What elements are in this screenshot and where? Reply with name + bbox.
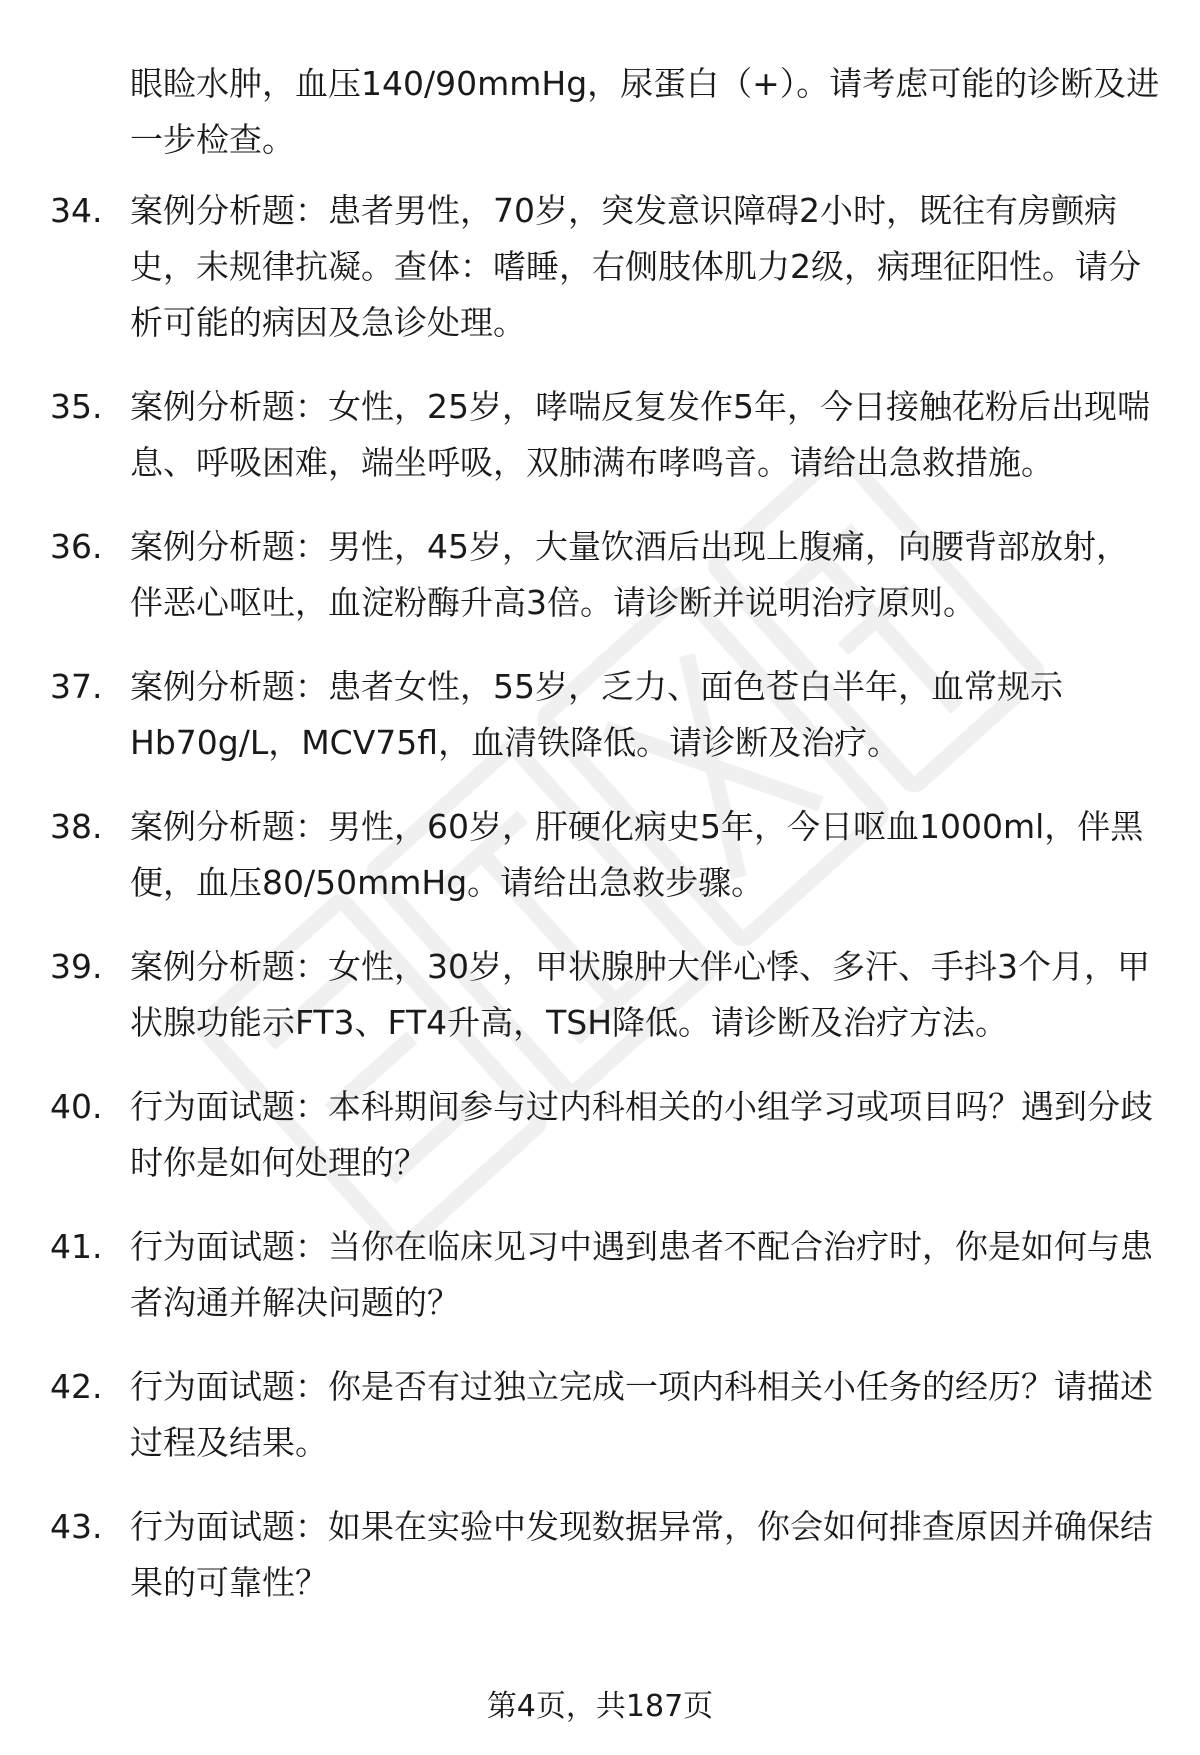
question-text: 行为面试题：当你在临床见习中遇到患者不配合治疗时，你是如何与患者沟通并解决问题的？ xyxy=(130,1227,1153,1322)
question-number: 41. xyxy=(50,1227,103,1266)
question-item xyxy=(50,659,1160,771)
question-item xyxy=(50,1079,1160,1191)
question-item xyxy=(50,1359,1160,1471)
question-list xyxy=(50,183,1160,1639)
question-item xyxy=(50,1499,1160,1611)
question-item xyxy=(50,1219,1160,1331)
question-text: 案例分析题：患者女性，55岁，乏力、面色苍白半年，血常规示Hb70g/L，MCV75fl，血清铁降低。请诊断及治疗。 xyxy=(130,667,1063,762)
question-number: 39. xyxy=(50,947,103,986)
question-number: 40. xyxy=(50,1087,103,1126)
question-number: 36. xyxy=(50,527,103,566)
question-text: 案例分析题：男性，45岁，大量饮酒后出现上腹痛，向腰背部放射，伴恶心呕吐，血淀粉酶升高3倍。请诊断并说明治疗原则。 xyxy=(130,527,1129,622)
question-item xyxy=(50,799,1160,911)
question-text: 案例分析题：女性，25岁，哮喘反复发作5年，今日接触花粉后出现喘息、呼吸困难，端坐呼吸，双肺满布哮鸣音。请给出急救措施。 xyxy=(130,387,1150,482)
page-footer: 第4页，共187页 xyxy=(486,1689,714,1724)
question-item xyxy=(50,519,1160,631)
question-item xyxy=(50,183,1160,351)
question-item xyxy=(50,939,1160,1051)
question-number: 38. xyxy=(50,807,103,846)
question-text: 行为面试题：你是否有过独立完成一项内科相关小任务的经历？请描述过程及结果。 xyxy=(130,1367,1153,1462)
question-number: 35. xyxy=(50,387,103,426)
question-text: 案例分析题：患者男性，70岁，突发意识障碍2小时，既往有房颤病史，未规律抗凝。查体：嗜睡，右侧肢体肌力2级，病理征阳性。请分析可能的病因及急诊处理。 xyxy=(130,191,1141,342)
question-item xyxy=(50,379,1160,491)
question-number: 37. xyxy=(50,667,103,706)
question-text: 案例分析题：男性，60岁，肝硬化病史5年，今日呕血1000ml，伴黑便，血压80/50mmHg。请给出急救步骤。 xyxy=(130,807,1144,902)
question-text: 案例分析题：女性，30岁，甲状腺肿大伴心悸、多汗、手抖3个月，甲状腺功能示FT3、FT4升高，TSH降低。请诊断及治疗方法。 xyxy=(130,947,1150,1042)
question-number: 43. xyxy=(50,1507,103,1546)
question-number: 34. xyxy=(50,191,103,230)
question-text: 行为面试题：本科期间参与过内科相关的小组学习或项目吗？遇到分歧时你是如何处理的？ xyxy=(130,1087,1153,1182)
continuation-text: 眼睑水肿，血压140/90mmHg，尿蛋白（+）。请考虑可能的诊断及进一步检查。 xyxy=(130,64,1160,159)
question-number: 42. xyxy=(50,1367,103,1406)
question-text: 行为面试题：如果在实验中发现数据异常，你会如何排查原因并确保结果的可靠性？ xyxy=(130,1507,1153,1602)
